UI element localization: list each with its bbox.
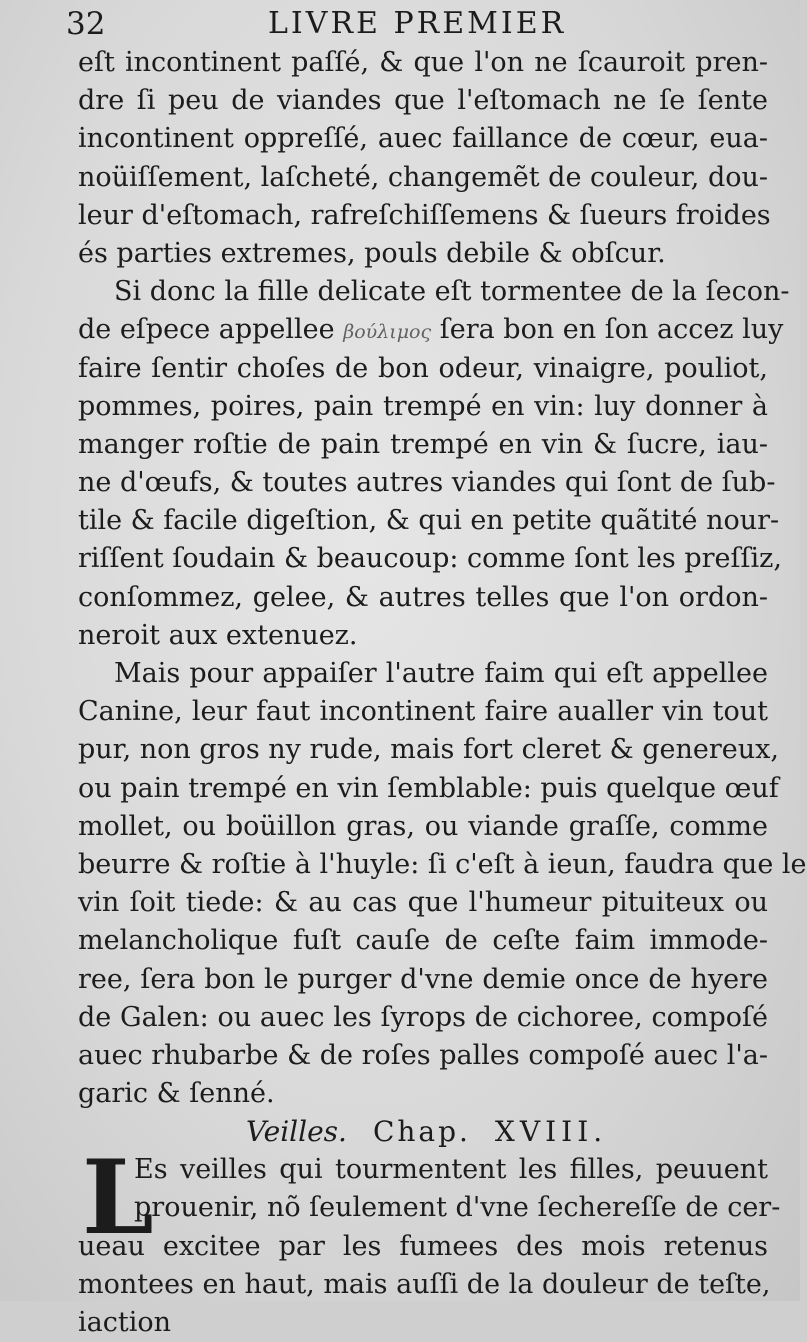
page-number: 32 (66, 6, 106, 42)
text-line: beurre & roſtie à l'huyle: ſi c'eſt à ieun, faudra que le (78, 848, 807, 880)
page-header (0, 4, 800, 44)
catchword: iaction (78, 1307, 171, 1338)
text-line: conſommez, gelee, & autres telles que l'on ordon- (78, 581, 768, 613)
text-line: incontinent oppreſſé, auec faillance de cœur, eua- (78, 123, 768, 155)
text-line: garic & ſenné. (78, 1078, 275, 1110)
text-line: faire ſentir choſes de bon odeur, vinaigre, pouliot, (78, 352, 768, 384)
body-text (78, 44, 807, 1342)
paragraph (78, 44, 771, 273)
text-line: noüiſſement, laſcheté, changemẽt de couleur, dou- (78, 161, 768, 193)
text-line: pommes, poires, pain trempé en vin: luy donner à (78, 390, 768, 422)
text-line: riſſent ſoudain & beaucoup: comme ſont les preſſiz, (78, 543, 782, 575)
text-line: neroit aux extenuez. (78, 619, 358, 651)
chapter-title: Veilles. (246, 1115, 347, 1149)
text-line: ne d'œufs, & toutes autres viandes qui ſont de ſub- (78, 467, 776, 499)
drop-cap: L (82, 1138, 154, 1259)
text-line: Mais pour appaiſer l'autre faim qui eſt appellee (114, 658, 768, 689)
chapter-label: Chap. (372, 1115, 471, 1149)
running-head: LIVRE PREMIER (268, 6, 567, 41)
text-line: prouenir, nõ ſeulement d'vne ſechereſſe de cer- (134, 1192, 781, 1224)
text-fragment: ſera bon en ſon accez luy (439, 314, 784, 346)
text-line: Canine, leur faut incontinent faire aualler vin tout (78, 696, 768, 728)
text-line: Es veilles qui tourmentent les filles, peuuent (134, 1154, 768, 1186)
paragraph (78, 273, 790, 655)
greek-word: βούλιμος (343, 321, 432, 344)
text-line: ree, ſera bon le purger d'vne demie once de hyere (78, 963, 768, 995)
text-line: dre ſi peu de viandes que l'eſtomach ne ſe ſente (78, 85, 768, 117)
text-line: melancholique fuſt cauſe de ceſte faim immode- (78, 925, 768, 957)
paragraph (78, 655, 807, 1113)
chapter-number: XVIII. (494, 1115, 608, 1149)
text-line (78, 311, 784, 349)
chapter-heading (78, 1113, 768, 1151)
text-line: eſt incontinent paſſé, & que l'on ne ſcauroit pren- (78, 47, 768, 78)
text-line: de Galen: ou auec les ſyrops de cichoree, compoſé (78, 1001, 768, 1033)
text-line: ou pain trempé en vin ſemblable: puis quelque œuf (78, 772, 779, 804)
text-line: leur d'eſtomach, rafreſchiſſemens & ſueurs froides (78, 199, 771, 231)
text-line: mollet, ou boüillon gras, ou viande graſſe, comme (78, 810, 768, 842)
text-line: ueau excitee par les fumees des mois retenus (78, 1230, 768, 1262)
text-fragment: de eſpece appellee (78, 314, 335, 346)
text-line: manger roſtie de pain trempé en vin & ſucre, iau- (78, 428, 768, 460)
chapter-paragraph (78, 1138, 781, 1304)
text-line: montees en haut, mais auſſi de la douleur de teſte, (78, 1268, 771, 1300)
text-line: auec rhubarbe & de roſes palles compoſé auec l'a- (78, 1039, 768, 1071)
text-line: Si donc la fille delicate eſt tormentee de la ſecon- (114, 276, 790, 308)
text-line: és parties extremes, pouls debile & obſcur. (78, 237, 666, 269)
text-line: tile & facile digeſtion, & qui en petite quãtité nour- (78, 505, 780, 537)
text-line: vin ſoit tiede: & au cas que l'humeur pituiteux ou (78, 887, 768, 919)
text-line: pur, non gros ny rude, mais fort cleret & genereux, (78, 734, 779, 766)
